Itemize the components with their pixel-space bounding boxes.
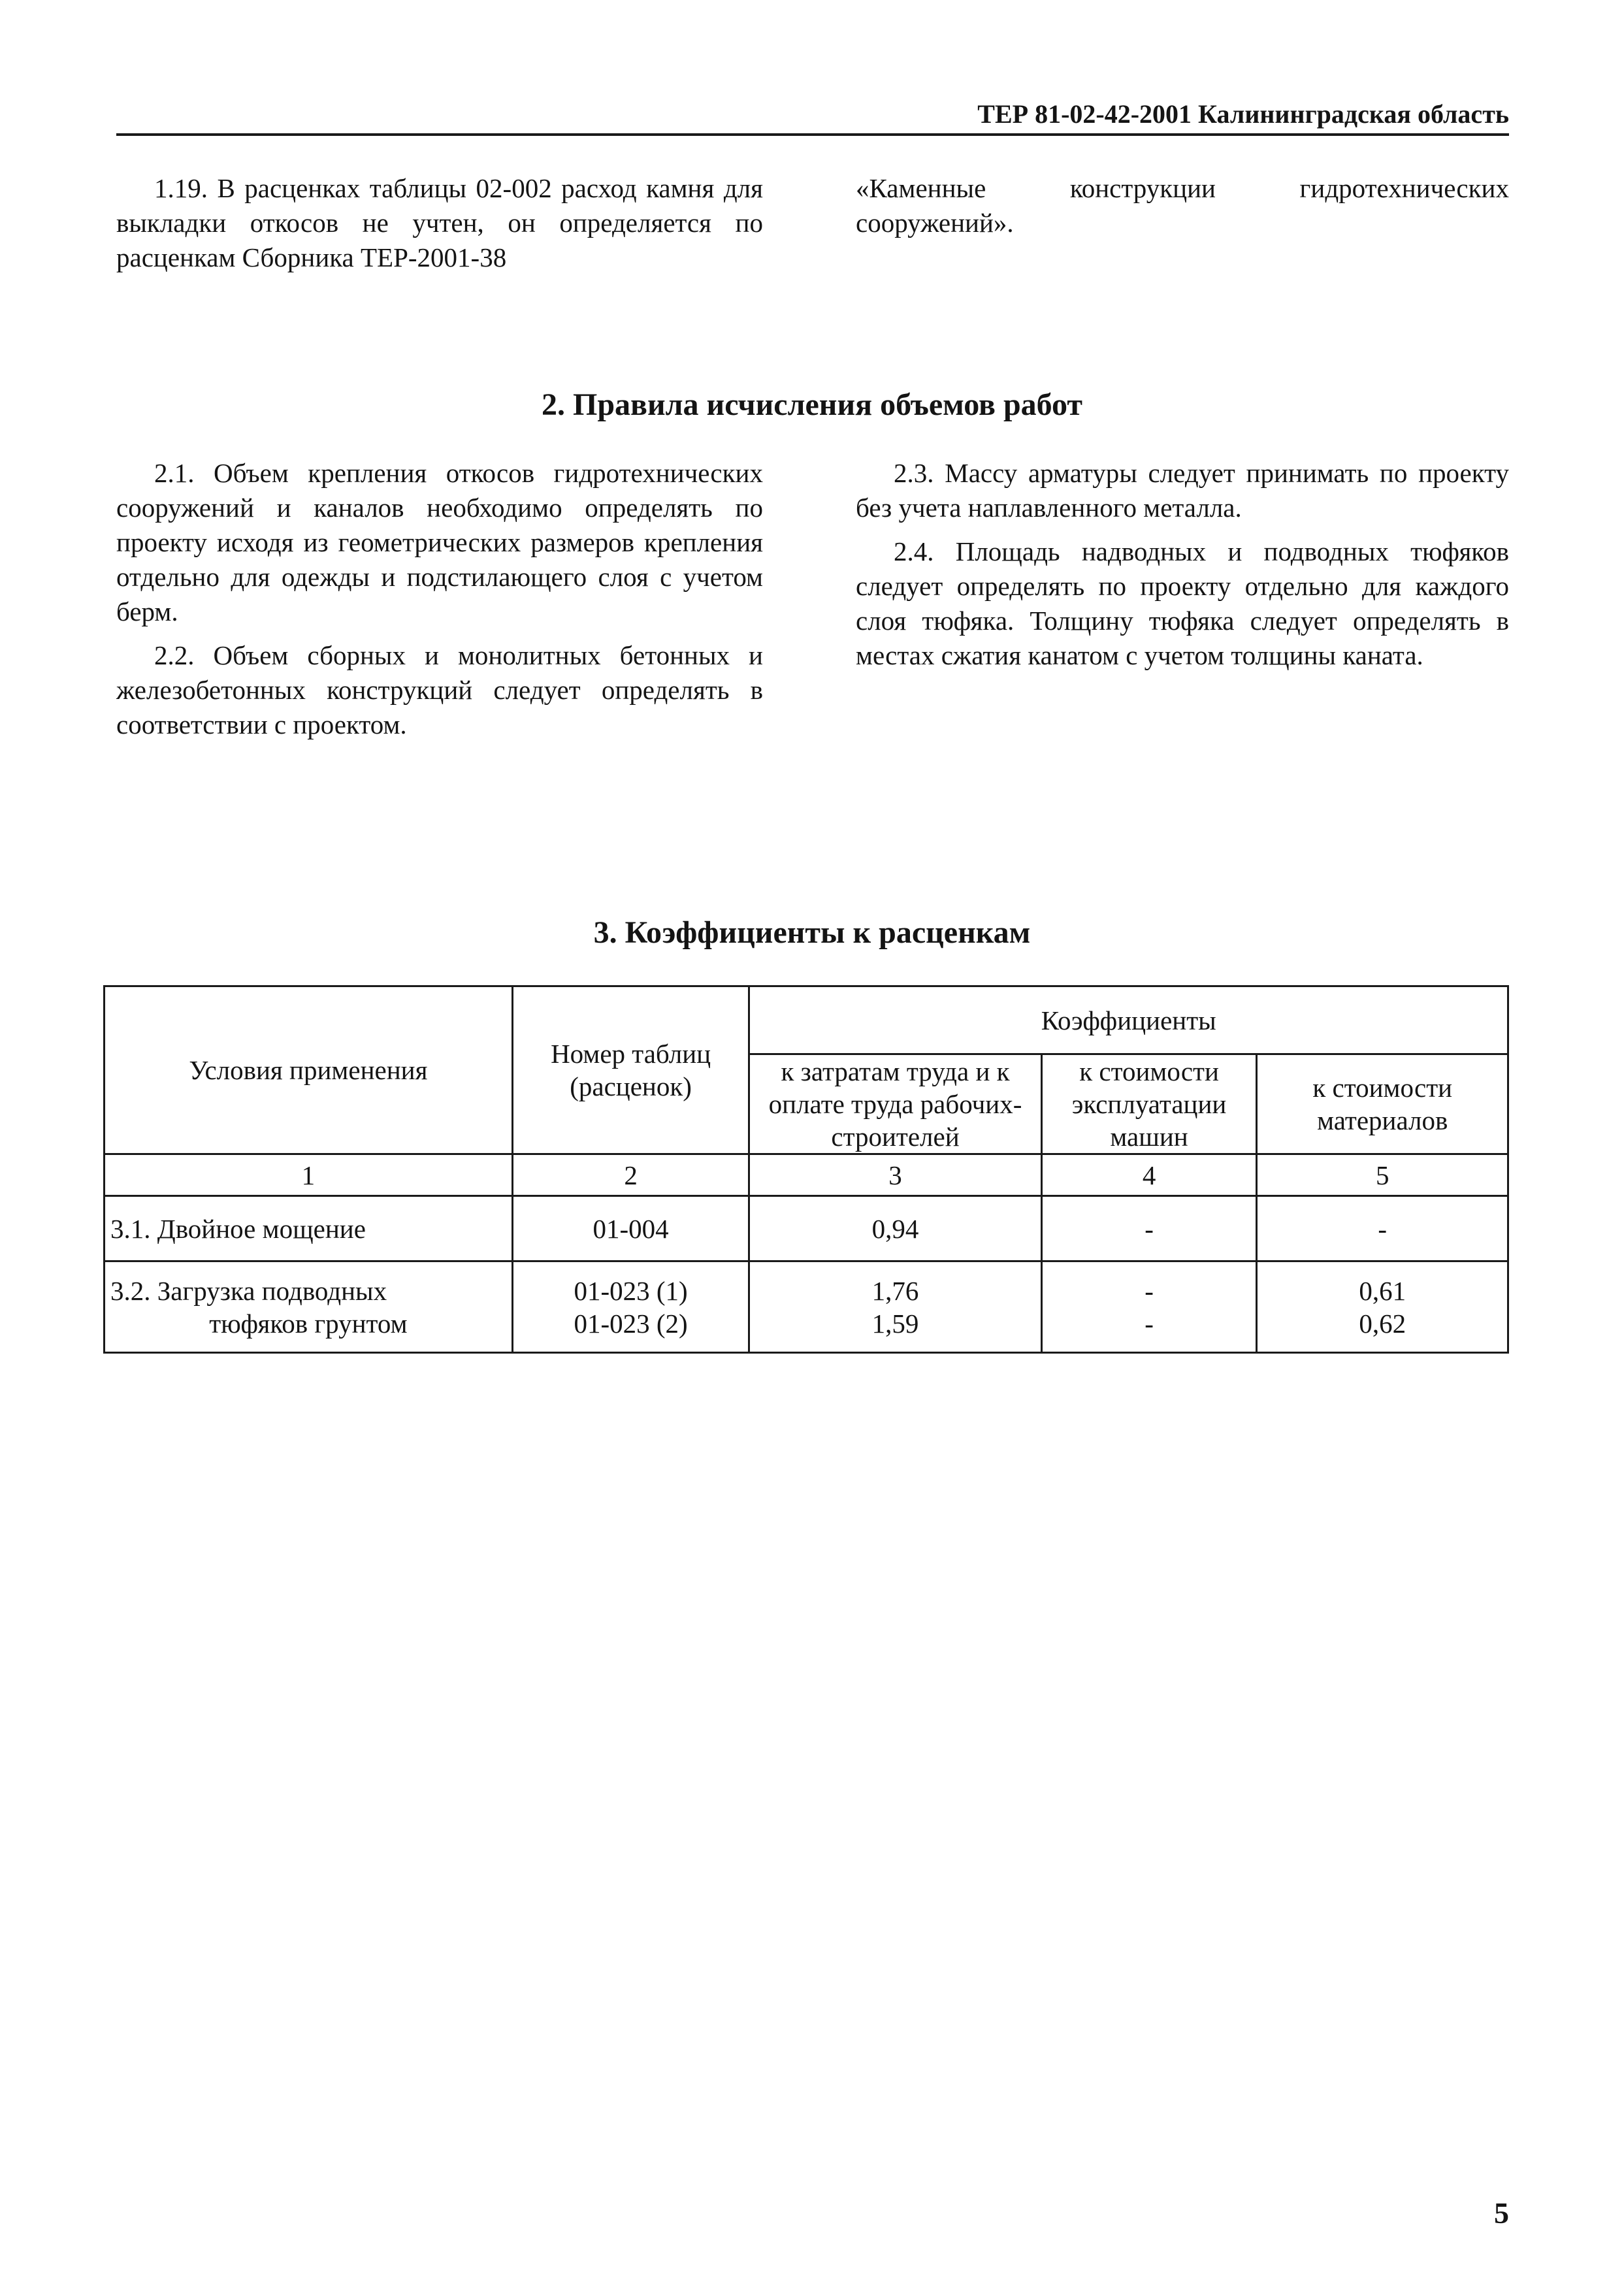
header-machines: к стоимости эксплуатации машин xyxy=(1041,1054,1257,1154)
header-table-number: Номер таблиц (расценок) xyxy=(512,986,749,1154)
paragraph-2-2: 2.2. Объем сборных и монолитных бетонных и железобетонных конструкций следует определять в соответствии с проектом. xyxy=(116,640,763,740)
paragraph-2-3: 2.3. Массу арматуры следует принимать по проекту без учета наплавленного металла. xyxy=(856,458,1509,523)
row-condition-line: 3.2. Загрузка подводных xyxy=(110,1275,387,1306)
row-machines-line: - xyxy=(1145,1275,1154,1306)
row-labor: 0,94 xyxy=(749,1196,1041,1261)
section-2-right-column xyxy=(856,456,1509,673)
intro-left-column xyxy=(116,171,763,275)
column-number-row xyxy=(105,1154,1508,1196)
column-number: 4 xyxy=(1041,1154,1257,1196)
row-machines xyxy=(1041,1261,1257,1353)
row-materials-line: 0,62 xyxy=(1359,1308,1406,1339)
row-labor xyxy=(749,1261,1041,1353)
row-table-number: 01-004 xyxy=(512,1196,749,1261)
header-materials: к стоимости материалов xyxy=(1257,1054,1508,1154)
paragraph-2-1: 2.1. Объем крепления откосов гидротехнических сооружений и каналов необходимо определять по проекту исходя из геометрических размеров крепления отдельно для одежды и подстилающего слоя с учетом берм. xyxy=(116,458,763,626)
header-labor: к затратам труда и к оплате труда рабочих-строителей xyxy=(749,1054,1041,1154)
coefficients-table xyxy=(103,985,1509,1354)
intro-right-column xyxy=(856,171,1509,240)
section-2-left-column xyxy=(116,456,763,742)
column-number: 3 xyxy=(749,1154,1041,1196)
header-coefficients: Коэффициенты xyxy=(749,986,1508,1054)
column-number: 1 xyxy=(105,1154,513,1196)
column-number: 5 xyxy=(1257,1154,1508,1196)
paragraph-1-19-continued: «Каменные конструкции гидротехнических сооружений». xyxy=(856,173,1509,238)
section-3-title: 3. Коэффициенты к расценкам xyxy=(593,915,1031,950)
paragraph-1-19: 1.19. В расценках таблицы 02-002 расход камня для выкладки откосов не учтен, он определяется по расценкам Сборника ТЕР-2001-38 xyxy=(116,173,763,272)
page-number: 5 xyxy=(1494,2196,1509,2230)
column-number: 2 xyxy=(512,1154,749,1196)
row-table-number xyxy=(512,1261,749,1353)
row-table-number-line: 01-023 (1) xyxy=(574,1275,688,1306)
row-condition xyxy=(105,1261,513,1353)
row-labor-line: 1,59 xyxy=(871,1308,919,1339)
section-2-title: 2. Правила исчисления объемов работ xyxy=(542,387,1082,422)
row-materials xyxy=(1257,1261,1508,1353)
row-materials: - xyxy=(1257,1196,1508,1261)
table-row xyxy=(105,1261,1508,1353)
header-rule xyxy=(116,133,1509,136)
paragraph-2-4: 2.4. Площадь надводных и подводных тюфяков следует определять по проекту отдельно для каждого слоя тюфяка. Толщину тюфяка следует определять в местах сжатия канатом с учетом толщины каната. xyxy=(856,536,1509,670)
header-conditions: Условия применения xyxy=(105,986,513,1154)
row-condition-line: тюфяков грунтом xyxy=(209,1308,408,1339)
row-machines-line: - xyxy=(1145,1308,1154,1339)
row-machines: - xyxy=(1041,1196,1257,1261)
page-header: ТЕР 81-02-42-2001 Калининградская область xyxy=(977,99,1509,129)
row-materials-line: 0,61 xyxy=(1359,1275,1406,1306)
row-condition: 3.1. Двойное мощение xyxy=(105,1196,513,1261)
table-row xyxy=(105,1196,1508,1261)
row-labor-line: 1,76 xyxy=(871,1275,919,1306)
row-table-number-line: 01-023 (2) xyxy=(574,1308,688,1339)
